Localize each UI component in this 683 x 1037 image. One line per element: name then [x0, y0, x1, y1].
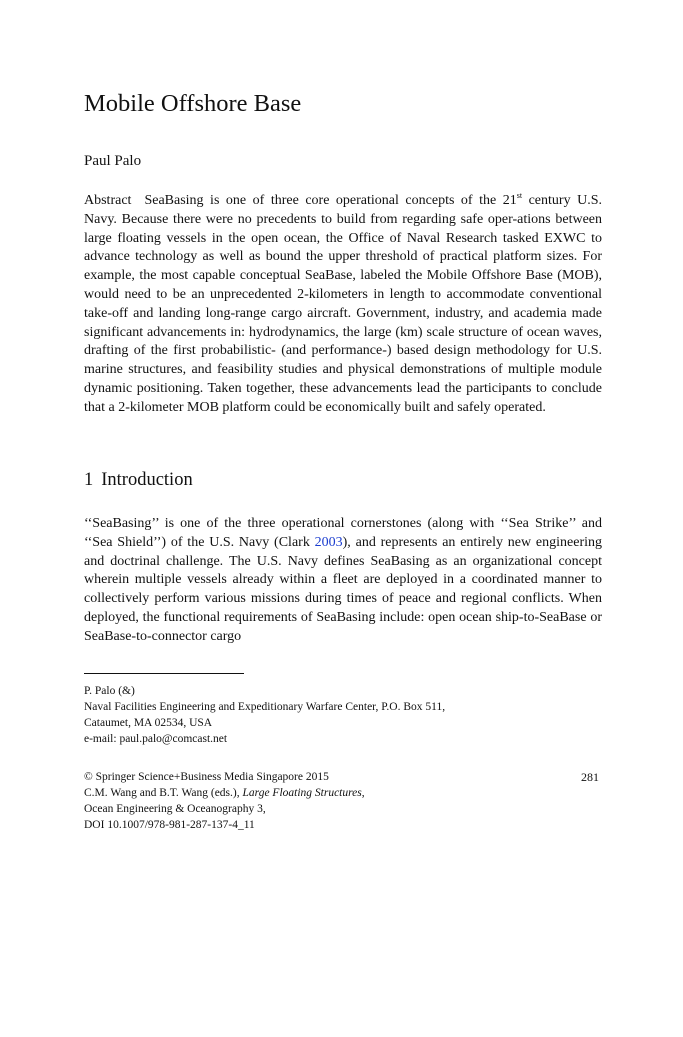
editors-prefix: C.M. Wang and B.T. Wang (eds.),	[84, 787, 243, 799]
editors-suffix: ,	[361, 787, 365, 799]
abstract-text-start: SeaBasing is one of three core operational concepts of the 21	[144, 193, 517, 208]
copyright-line: © Springer Science+Business Media Singapore 2015	[84, 771, 329, 783]
affiliation-organization: Naval Facilities Engineering and Expeditionary Warfare Center, P.O. Box 511,	[84, 701, 446, 713]
citation-link[interactable]: 2003	[314, 534, 343, 550]
section-heading	[84, 468, 193, 492]
abstract-text-rest: century U.S. Navy. Because there were no precedents to build from regarding safe oper-ations between large floating vessels in the open ocean, the Office of Naval Research tasked EXWC to advance technology as well as bound the upper threshold of practical platform sizes. For example, the most capable conceptual SeaBase, labeled the Mobile Offshore Base (MOB), would need to be an unprecedented 2-kilometers in length to accommodate conventional take-off and landing long-range cargo aircraft. Government, industry, and academia made significant advancements in: hydrodynamics, the large (km) scale structure of ocean waves, drafting of the first probabilistic- (and performance-) based design methodology for U.S. marine structures, and feasibility studies and physical demonstrations of multiple module dynamic positioning. Taken together, these advancements lead the participants to conclude that a 2-kilometer MOB platform could be economically built and safely operated.	[84, 193, 602, 415]
publication-info	[84, 769, 365, 833]
footnote-divider	[84, 673, 244, 674]
abstract-superscript: st	[516, 191, 523, 200]
affiliation-email: e-mail: paul.palo@comcast.net	[84, 733, 228, 745]
intro-text-start: ‘‘SeaBasing’’ is one of the three operational cornerstones (along with ‘‘Sea Strike’’ and ‘‘Sea Shield’’) of the U.S. Navy (Clark	[84, 516, 602, 550]
chapter-title: Mobile Offshore Base	[84, 90, 302, 117]
section-number: 1	[84, 470, 94, 490]
abstract-paragraph	[84, 192, 602, 418]
intro-text-rest: ), and represents an entirely new engineering and doctrinal challenge. The U.S. Navy defines SeaBasing as an organizational concept wherein multiple vessels already within a fleet are deployed in a coordinated manner to collectively perform various missions during times of peace and regional conflicts. When deployed, the functional requirements of SeaBasing include: open ocean ship-to-SeaBase or SeaBase-to-connector cargo	[84, 534, 602, 644]
editors-line	[84, 785, 365, 801]
series-line: Ocean Engineering & Oceanography 3,	[84, 803, 266, 815]
affiliation-location: Cataumet, MA 02534, USA	[84, 717, 213, 729]
page-number: 281	[581, 770, 599, 784]
author-affiliation	[84, 683, 445, 747]
doi-line: DOI 10.1007/978-981-287-137-4_11	[84, 819, 255, 831]
abstract-label: Abstract	[84, 193, 132, 208]
book-title: Large Floating Structures	[242, 787, 362, 799]
introduction-paragraph	[84, 515, 602, 647]
section-title: Introduction	[101, 470, 193, 490]
affiliation-name: P. Palo (&)	[84, 685, 135, 697]
chapter-author: Paul Palo	[84, 153, 142, 169]
